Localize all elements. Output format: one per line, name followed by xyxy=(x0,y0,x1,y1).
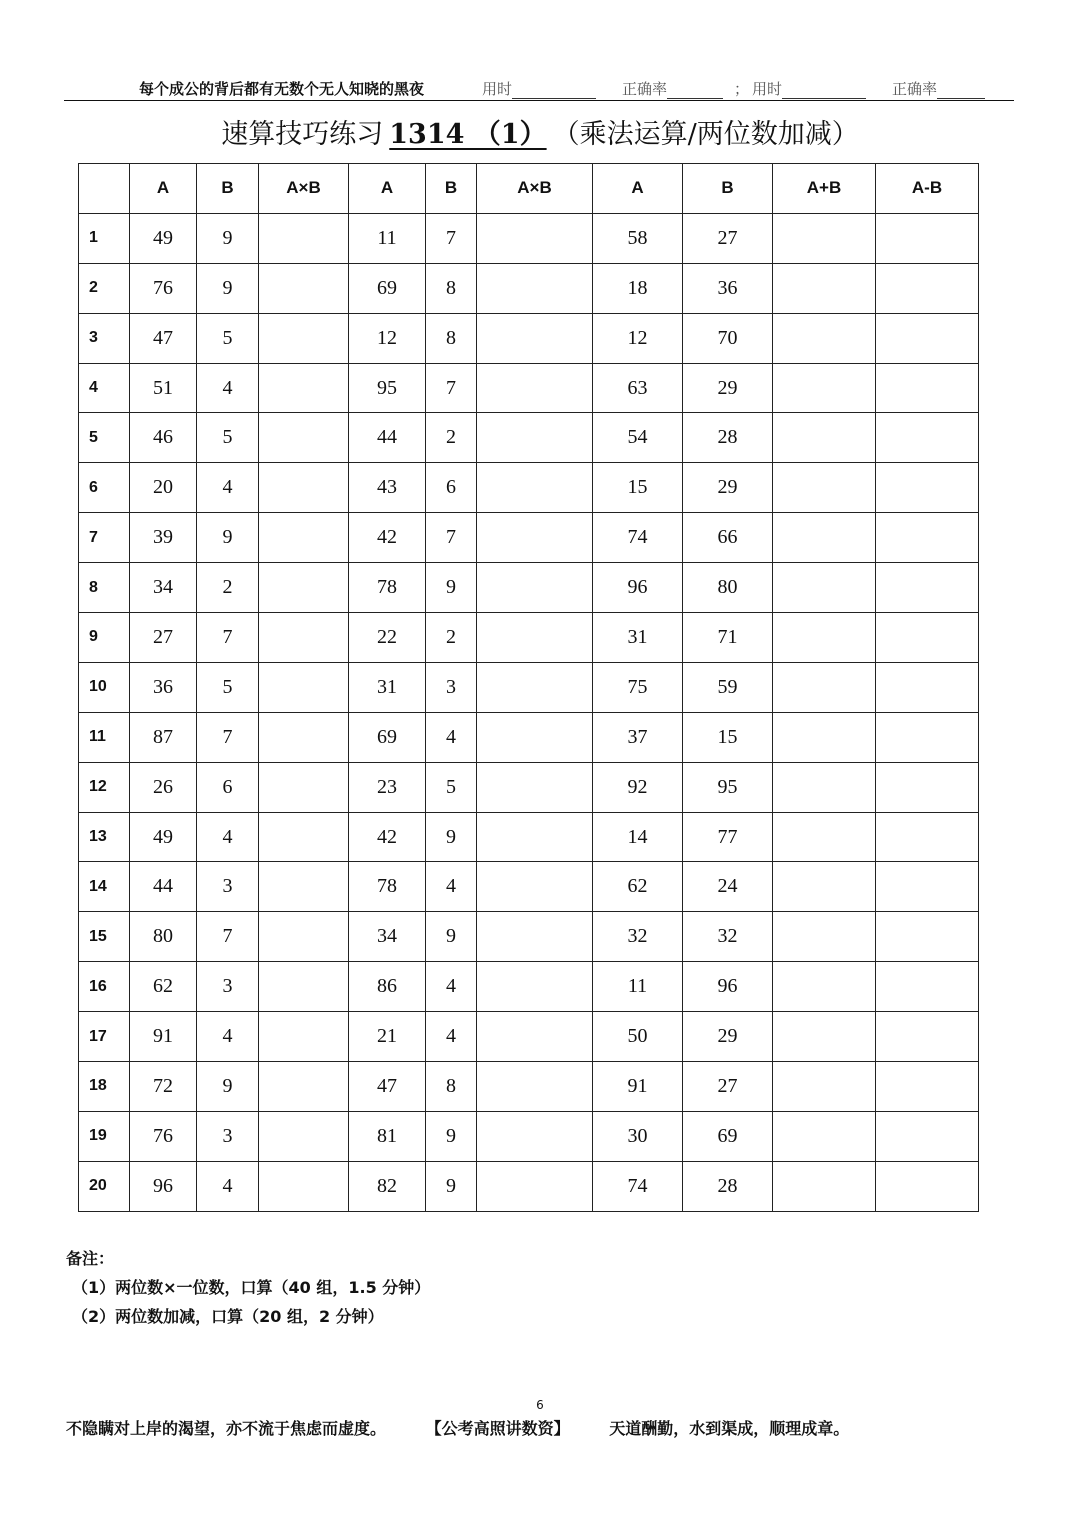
operand-cell: 8 xyxy=(426,313,477,363)
operand-cell: 28 xyxy=(683,413,773,463)
operand-cell: 77 xyxy=(683,812,773,862)
operand-cell: 24 xyxy=(683,862,773,912)
operand-cell: 31 xyxy=(593,613,683,663)
operand-cell: 86 xyxy=(349,962,426,1012)
answer-cell[interactable] xyxy=(477,662,593,712)
operand-cell: 7 xyxy=(426,363,477,413)
answer-cell[interactable] xyxy=(773,812,876,862)
page-number: 6 xyxy=(536,1398,544,1412)
answer-cell[interactable] xyxy=(773,463,876,513)
answer-cell[interactable] xyxy=(477,1012,593,1062)
answer-cell[interactable] xyxy=(259,762,349,812)
operand-cell: 96 xyxy=(593,563,683,613)
operand-cell: 39 xyxy=(130,513,197,563)
operand-cell: 3 xyxy=(197,1111,259,1161)
operand-cell: 9 xyxy=(426,912,477,962)
operand-cell: 27 xyxy=(683,1062,773,1112)
operand-cell: 15 xyxy=(683,712,773,762)
accuracy-field-1 xyxy=(622,78,723,99)
operand-cell: 31 xyxy=(349,662,426,712)
operand-cell: 96 xyxy=(683,962,773,1012)
accuracy-label-1: 正确率 xyxy=(622,80,668,98)
answer-cell[interactable] xyxy=(477,613,593,663)
title-prefix: 速算技巧练习 xyxy=(221,119,384,150)
operand-cell: 8 xyxy=(426,1062,477,1112)
table-row xyxy=(79,1111,979,1161)
page-header xyxy=(64,74,1014,101)
operand-cell: 69 xyxy=(683,1111,773,1161)
operand-cell: 27 xyxy=(130,613,197,663)
operand-cell: 36 xyxy=(130,662,197,712)
answer-cell[interactable] xyxy=(477,413,593,463)
answer-cell[interactable] xyxy=(477,1161,593,1211)
answer-cell[interactable] xyxy=(477,712,593,762)
operand-cell: 2 xyxy=(197,563,259,613)
accuracy-field-2 xyxy=(892,78,985,99)
operand-cell: 5 xyxy=(426,762,477,812)
operand-cell: 80 xyxy=(683,563,773,613)
row-index: 6 xyxy=(79,463,130,513)
row-index: 14 xyxy=(79,862,130,912)
row-index: 16 xyxy=(79,962,130,1012)
note-item-2: （2）两位数加减，口算（20 组，2 分钟） xyxy=(72,1307,384,1326)
operand-cell: 46 xyxy=(130,413,197,463)
answer-cell[interactable] xyxy=(259,613,349,663)
operand-cell: 23 xyxy=(349,762,426,812)
operand-cell: 2 xyxy=(426,613,477,663)
table-row xyxy=(79,1161,979,1211)
row-index: 17 xyxy=(79,1012,130,1062)
table-header-row xyxy=(79,164,979,214)
operand-cell: 74 xyxy=(593,1161,683,1211)
operand-cell: 4 xyxy=(197,363,259,413)
table-row xyxy=(79,263,979,313)
table-row xyxy=(79,762,979,812)
operand-cell: 3 xyxy=(197,962,259,1012)
operand-cell: 4 xyxy=(197,1161,259,1211)
row-index: 13 xyxy=(79,812,130,862)
answer-cell[interactable] xyxy=(773,662,876,712)
answer-cell[interactable] xyxy=(773,962,876,1012)
time-blank-2[interactable] xyxy=(782,83,866,99)
table-row xyxy=(79,862,979,912)
operand-cell: 49 xyxy=(130,812,197,862)
answer-cell[interactable] xyxy=(477,313,593,363)
answer-cell[interactable] xyxy=(876,363,979,413)
operand-cell: 14 xyxy=(593,812,683,862)
answer-cell[interactable] xyxy=(876,912,979,962)
answer-cell[interactable] xyxy=(773,513,876,563)
answer-cell[interactable] xyxy=(876,862,979,912)
answer-cell[interactable] xyxy=(773,263,876,313)
operand-cell: 34 xyxy=(130,563,197,613)
answer-cell[interactable] xyxy=(259,662,349,712)
header-cell: A xyxy=(130,164,197,214)
answer-cell[interactable] xyxy=(773,613,876,663)
answer-cell[interactable] xyxy=(876,313,979,363)
time-label-2: 用时 xyxy=(752,80,783,98)
answer-cell[interactable] xyxy=(773,1111,876,1161)
answer-cell[interactable] xyxy=(773,313,876,363)
operand-cell: 20 xyxy=(130,463,197,513)
answer-cell[interactable] xyxy=(477,912,593,962)
operand-cell: 5 xyxy=(197,662,259,712)
answer-cell[interactable] xyxy=(477,1062,593,1112)
operand-cell: 47 xyxy=(130,313,197,363)
operand-cell: 29 xyxy=(683,363,773,413)
answer-cell[interactable] xyxy=(477,363,593,413)
time-field-1 xyxy=(482,78,596,99)
operand-cell: 91 xyxy=(130,1012,197,1062)
operand-cell: 9 xyxy=(426,1111,477,1161)
answer-cell[interactable] xyxy=(259,1161,349,1211)
answer-cell[interactable] xyxy=(876,213,979,263)
row-index: 1 xyxy=(79,213,130,263)
operand-cell: 18 xyxy=(593,263,683,313)
operand-cell: 42 xyxy=(349,812,426,862)
operand-cell: 2 xyxy=(426,413,477,463)
table-row xyxy=(79,1012,979,1062)
operand-cell: 4 xyxy=(426,862,477,912)
answer-cell[interactable] xyxy=(259,263,349,313)
table-row xyxy=(79,662,979,712)
row-index: 2 xyxy=(79,263,130,313)
answer-cell[interactable] xyxy=(259,413,349,463)
operand-cell: 58 xyxy=(593,213,683,263)
practice-table xyxy=(78,163,979,1212)
operand-cell: 78 xyxy=(349,862,426,912)
row-index: 20 xyxy=(79,1161,130,1211)
answer-cell[interactable] xyxy=(773,862,876,912)
operand-cell: 74 xyxy=(593,513,683,563)
operand-cell: 12 xyxy=(349,313,426,363)
table-row xyxy=(79,613,979,663)
operand-cell: 7 xyxy=(426,513,477,563)
operand-cell: 71 xyxy=(683,613,773,663)
table-body xyxy=(79,213,979,1211)
answer-cell[interactable] xyxy=(477,862,593,912)
answer-cell[interactable] xyxy=(259,313,349,363)
footer-left: 不隐瞒对上岸的渴望，亦不流于焦虑而虚度。 xyxy=(66,1419,387,1438)
answer-cell[interactable] xyxy=(876,513,979,563)
operand-cell: 9 xyxy=(197,1062,259,1112)
answer-cell[interactable] xyxy=(259,812,349,862)
answer-cell[interactable] xyxy=(773,1012,876,1062)
answer-cell[interactable] xyxy=(773,1161,876,1211)
answer-cell[interactable] xyxy=(773,712,876,762)
answer-cell[interactable] xyxy=(876,563,979,613)
table-row xyxy=(79,213,979,263)
table-row xyxy=(79,513,979,563)
operand-cell: 63 xyxy=(593,363,683,413)
operand-cell: 87 xyxy=(130,712,197,762)
answer-cell[interactable] xyxy=(259,962,349,1012)
operand-cell: 28 xyxy=(683,1161,773,1211)
answer-cell[interactable] xyxy=(773,363,876,413)
row-index: 8 xyxy=(79,563,130,613)
table-row xyxy=(79,363,979,413)
operand-cell: 70 xyxy=(683,313,773,363)
operand-cell: 82 xyxy=(349,1161,426,1211)
operand-cell: 91 xyxy=(593,1062,683,1112)
answer-cell[interactable] xyxy=(477,962,593,1012)
answer-cell[interactable] xyxy=(876,1012,979,1062)
operand-cell: 44 xyxy=(349,413,426,463)
table-row xyxy=(79,1062,979,1112)
operand-cell: 75 xyxy=(593,662,683,712)
row-index: 11 xyxy=(79,712,130,762)
operand-cell: 6 xyxy=(426,463,477,513)
operand-cell: 3 xyxy=(426,662,477,712)
operand-cell: 4 xyxy=(426,712,477,762)
row-index: 3 xyxy=(79,313,130,363)
operand-cell: 76 xyxy=(130,263,197,313)
notes-section xyxy=(66,1244,430,1331)
operand-cell: 43 xyxy=(349,463,426,513)
answer-cell[interactable] xyxy=(876,463,979,513)
operand-cell: 8 xyxy=(426,263,477,313)
time-blank-1[interactable] xyxy=(512,83,596,99)
operand-cell: 62 xyxy=(593,862,683,912)
operand-cell: 78 xyxy=(349,563,426,613)
answer-cell[interactable] xyxy=(773,1062,876,1112)
operand-cell: 54 xyxy=(593,413,683,463)
row-index: 5 xyxy=(79,413,130,463)
operand-cell: 6 xyxy=(197,762,259,812)
operand-cell: 69 xyxy=(349,263,426,313)
table-row xyxy=(79,912,979,962)
answer-cell[interactable] xyxy=(477,762,593,812)
answer-cell[interactable] xyxy=(477,812,593,862)
operand-cell: 9 xyxy=(426,1161,477,1211)
accuracy-blank-2[interactable] xyxy=(937,83,985,99)
answer-cell[interactable] xyxy=(876,263,979,313)
operand-cell: 50 xyxy=(593,1012,683,1062)
answer-cell[interactable] xyxy=(259,213,349,263)
row-index: 4 xyxy=(79,363,130,413)
row-index: 12 xyxy=(79,762,130,812)
header-cell: A xyxy=(349,164,426,214)
answer-cell[interactable] xyxy=(259,1062,349,1112)
operand-cell: 4 xyxy=(426,1012,477,1062)
answer-cell[interactable] xyxy=(876,1062,979,1112)
operand-cell: 76 xyxy=(130,1111,197,1161)
operand-cell: 4 xyxy=(426,962,477,1012)
table-row xyxy=(79,413,979,463)
title-suffix: （乘法运算/两位数加减） xyxy=(552,119,859,150)
operand-cell: 62 xyxy=(130,962,197,1012)
answer-cell[interactable] xyxy=(477,463,593,513)
row-index: 18 xyxy=(79,1062,130,1112)
answer-cell[interactable] xyxy=(773,563,876,613)
header-motto: 每个成公的背后都有无数个无人知晓的黑夜 xyxy=(139,80,425,98)
answer-cell[interactable] xyxy=(876,1161,979,1211)
answer-cell[interactable] xyxy=(477,213,593,263)
operand-cell: 7 xyxy=(197,912,259,962)
operand-cell: 44 xyxy=(130,862,197,912)
operand-cell: 21 xyxy=(349,1012,426,1062)
operand-cell: 47 xyxy=(349,1062,426,1112)
notes-heading: 备注： xyxy=(66,1249,115,1268)
answer-cell[interactable] xyxy=(259,463,349,513)
answer-cell[interactable] xyxy=(259,912,349,962)
answer-cell[interactable] xyxy=(477,563,593,613)
answer-cell[interactable] xyxy=(259,712,349,762)
row-index: 9 xyxy=(79,613,130,663)
operand-cell: 12 xyxy=(593,313,683,363)
title-code: 1314 （1） xyxy=(389,119,547,150)
answer-cell[interactable] xyxy=(773,762,876,812)
operand-cell: 42 xyxy=(349,513,426,563)
operand-cell: 26 xyxy=(130,762,197,812)
operand-cell: 11 xyxy=(349,213,426,263)
accuracy-label-2: 正确率 xyxy=(892,80,938,98)
footer-right: 天道酬勤，水到渠成，顺理成章。 xyxy=(609,1419,850,1438)
table-row xyxy=(79,313,979,363)
table-row xyxy=(79,712,979,762)
answer-cell[interactable] xyxy=(773,213,876,263)
operand-cell: 66 xyxy=(683,513,773,563)
operand-cell: 95 xyxy=(349,363,426,413)
answer-cell[interactable] xyxy=(876,962,979,1012)
header-cell: B xyxy=(683,164,773,214)
table-row xyxy=(79,463,979,513)
answer-cell[interactable] xyxy=(259,1111,349,1161)
operand-cell: 4 xyxy=(197,812,259,862)
answer-cell[interactable] xyxy=(876,712,979,762)
operand-cell: 5 xyxy=(197,413,259,463)
operand-cell: 5 xyxy=(197,313,259,363)
operand-cell: 96 xyxy=(130,1161,197,1211)
operand-cell: 22 xyxy=(349,613,426,663)
answer-cell[interactable] xyxy=(876,662,979,712)
operand-cell: 59 xyxy=(683,662,773,712)
operand-cell: 9 xyxy=(197,513,259,563)
operand-cell: 7 xyxy=(426,213,477,263)
operand-cell: 27 xyxy=(683,213,773,263)
answer-cell[interactable] xyxy=(259,862,349,912)
answer-cell[interactable] xyxy=(876,1111,979,1161)
row-index: 7 xyxy=(79,513,130,563)
answer-cell[interactable] xyxy=(477,263,593,313)
answer-cell[interactable] xyxy=(876,762,979,812)
operand-cell: 9 xyxy=(197,263,259,313)
row-index: 15 xyxy=(79,912,130,962)
header-cell: A xyxy=(593,164,683,214)
operand-cell: 51 xyxy=(130,363,197,413)
operand-cell: 9 xyxy=(426,563,477,613)
operand-cell: 72 xyxy=(130,1062,197,1112)
operand-cell: 32 xyxy=(593,912,683,962)
answer-cell[interactable] xyxy=(259,513,349,563)
answer-cell[interactable] xyxy=(773,413,876,463)
answer-cell[interactable] xyxy=(259,363,349,413)
header-cell-index xyxy=(79,164,130,214)
header-cell: A-B xyxy=(876,164,979,214)
time-field-2 xyxy=(752,78,866,99)
footer-center: 【公考高照讲数资】 xyxy=(425,1419,570,1438)
time-label-1: 用时 xyxy=(482,80,513,98)
note-item-1: （1）两位数×一位数，口算（40 组，1.5 分钟） xyxy=(72,1278,431,1297)
operand-cell: 9 xyxy=(426,812,477,862)
row-index: 19 xyxy=(79,1111,130,1161)
answer-cell[interactable] xyxy=(876,613,979,663)
answer-cell[interactable] xyxy=(259,1012,349,1062)
operand-cell: 32 xyxy=(683,912,773,962)
table-row xyxy=(79,962,979,1012)
operand-cell: 36 xyxy=(683,263,773,313)
operand-cell: 15 xyxy=(593,463,683,513)
accuracy-blank-1[interactable] xyxy=(667,83,723,99)
operand-cell: 29 xyxy=(683,463,773,513)
header-cell: B xyxy=(197,164,259,214)
operand-cell: 81 xyxy=(349,1111,426,1161)
operand-cell: 7 xyxy=(197,712,259,762)
header-cell: B xyxy=(426,164,477,214)
row-index: 10 xyxy=(79,662,130,712)
operand-cell: 34 xyxy=(349,912,426,962)
operand-cell: 11 xyxy=(593,962,683,1012)
operand-cell: 9 xyxy=(197,213,259,263)
operand-cell: 7 xyxy=(197,613,259,663)
page-footer xyxy=(66,1416,883,1439)
operand-cell: 80 xyxy=(130,912,197,962)
operand-cell: 49 xyxy=(130,213,197,263)
operand-cell: 4 xyxy=(197,1012,259,1062)
operand-cell: 92 xyxy=(593,762,683,812)
answer-cell[interactable] xyxy=(477,1111,593,1161)
header-separator: ； xyxy=(734,80,750,98)
operand-cell: 4 xyxy=(197,463,259,513)
answer-cell[interactable] xyxy=(259,563,349,613)
answer-cell[interactable] xyxy=(773,912,876,962)
header-cell: A+B xyxy=(773,164,876,214)
operand-cell: 95 xyxy=(683,762,773,812)
page-title xyxy=(0,112,1080,151)
operand-cell: 37 xyxy=(593,712,683,762)
table-row xyxy=(79,812,979,862)
answer-cell[interactable] xyxy=(876,413,979,463)
header-cell: A×B xyxy=(477,164,593,214)
table-row xyxy=(79,563,979,613)
operand-cell: 29 xyxy=(683,1012,773,1062)
operand-cell: 69 xyxy=(349,712,426,762)
operand-cell: 3 xyxy=(197,862,259,912)
answer-cell[interactable] xyxy=(876,812,979,862)
header-cell: A×B xyxy=(259,164,349,214)
operand-cell: 30 xyxy=(593,1111,683,1161)
answer-cell[interactable] xyxy=(477,513,593,563)
